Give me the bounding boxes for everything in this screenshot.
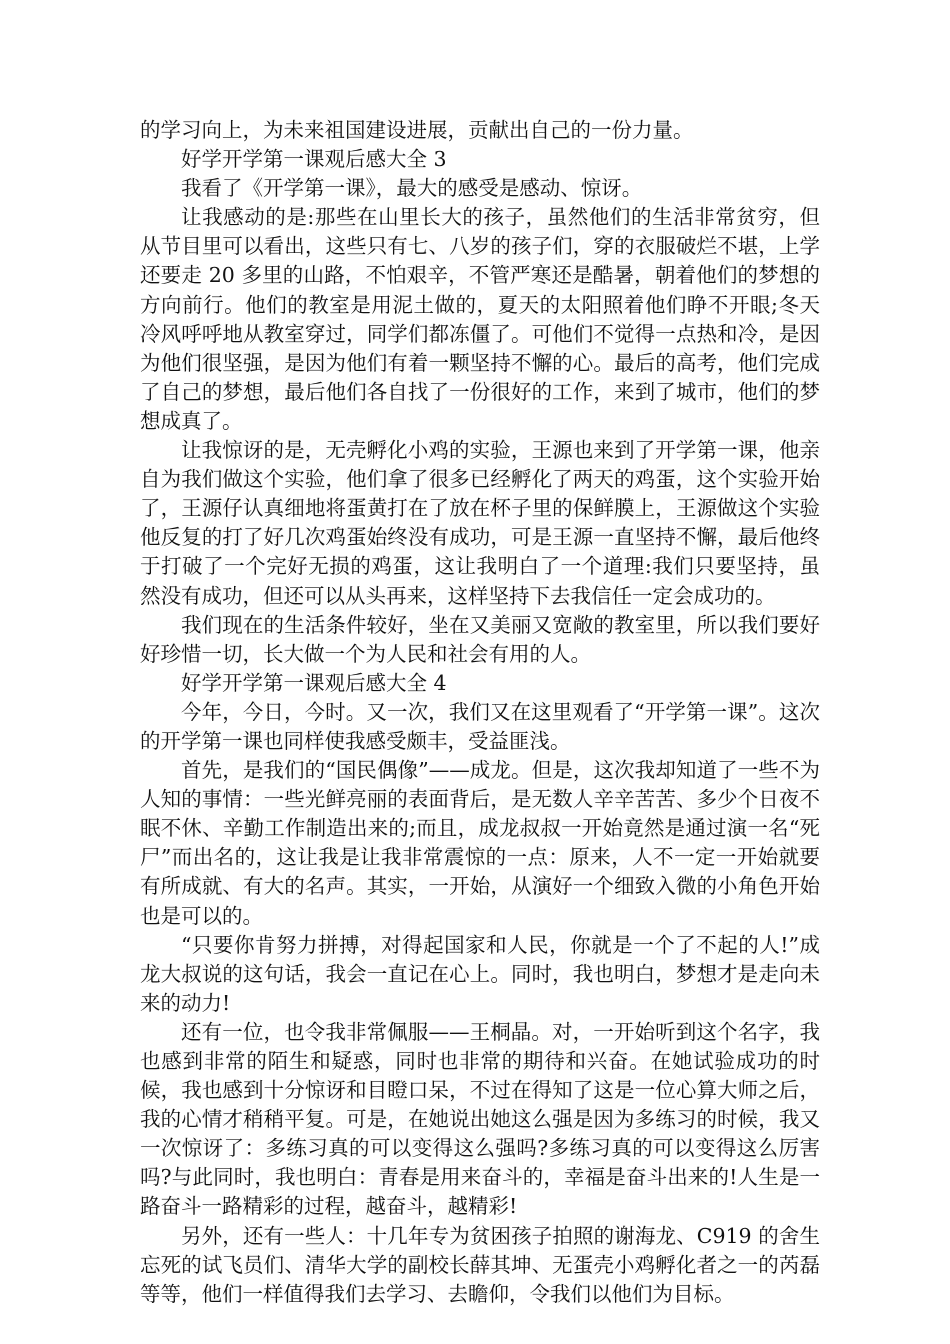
paragraph: 我看了《开学第一课》，最大的感受是感动、惊讶。 bbox=[181, 176, 643, 201]
paragraph: 我们现在的生活条件较好，坐在又美丽又宽敞的教室里，所以我们要好好珍惜一切，长大做一个为人民和社会有用的人。 bbox=[140, 612, 820, 666]
section-heading-3: 好学开学第一课观后感大全 3 bbox=[181, 147, 447, 172]
paragraph-continuation: 的学习向上，为未来祖国建设进展，贡献出自己的一份力量。 bbox=[140, 118, 694, 142]
paragraph: 另外，还有一些人：十几年专为贫困孩子拍照的谢海龙、C919 的舍生忘死的试飞员们、清华大学的副校长薛其坤、无蛋壳小鸡孵化者之一的芮磊等等，他们一样值得我们去学习、去瞻仰，令我们以他们为目标。 bbox=[140, 1223, 820, 1306]
paragraph: 还有一位，也令我非常佩服——王桐晶。对，一开始听到这个名字，我也感到非常的陌生和疑惑，同时也非常的期待和兴奋。在她试验成功的时候，我也感到十分惊讶和目瞪口呆，不过在得知了这是一位心算大师之后，我的心情才稍稍平复。可是，在她说出她这么强是因为多练习的时候，我又一次惊讶了：多练习真的可以变得这么强吗?多练习真的可以变得这么厉害吗?与此同时，我也明白：青春是用来奋斗的，幸福是奋斗出来的!人生是一路奋斗一路精彩的过程，越奋斗，越精彩! bbox=[140, 1019, 820, 1219]
paragraph: “只要你肯努力拼搏，对得起国家和人民，你就是一个了不起的人!”成龙大叔说的这句话，我会一直记在心上。同时，我也明白，梦想才是走向未来的动力! bbox=[140, 932, 820, 1015]
paragraph: 首先，是我们的“国民偶像”——成龙。但是，这次我却知道了一些不为人知的事情：一些光鲜亮丽的表面背后，是无数人辛辛苦苦、多少个日夜不眠不休、辛勤工作制造出来的;而且，成龙叔叔一开始竟然是通过演一名“死尸”而出名的，这让我是让我非常震惊的一点：原来，人不一定一开始就要有所成就、有大的名声。其实，一开始，从演好一个细致入微的小角色开始也是可以的。 bbox=[140, 758, 820, 928]
paragraph: 让我惊讶的是，无壳孵化小鸡的实验，王源也来到了开学第一课，他亲自为我们做这个实验，他们拿了很多已经孵化了两天的鸡蛋，这个实验开始了，王源仔认真细地将蛋黄打在了放在杯子里的保鲜膜上，王源做这个实验他反复的打了好几次鸡蛋始终没有成功，可是王源一直坚持不懈，最后他终于打破了一个完好无损的鸡蛋，这让我明白了一个道理:我们只要坚持，虽然没有成功，但还可以从头再来，这样坚持下去我信任一定会成功的。 bbox=[140, 438, 820, 608]
section-heading-4: 好学开学第一课观后感大全 4 bbox=[181, 670, 447, 695]
paragraph: 今年，今日，今时。又一次，我们又在这里观看了“开学第一课”。这次的开学第一课也同样使我感受颇丰，受益匪浅。 bbox=[140, 699, 820, 753]
document-body bbox=[140, 116, 820, 1309]
paragraph: 让我感动的是:那些在山里长大的孩子，虽然他们的生活非常贫穷，但从节目里可以看出，这些只有七、八岁的孩子们，穿的衣服破烂不堪，上学还要走 20 多里的山路，不怕艰辛，不管严寒还是酷暑，朝着他们的梦想的方向前行。他们的教室是用泥土做的，夏天的太阳照着他们睁不开眼;冬天冷风呼呼地从教室穿过，同学们都冻僵了。可他们不觉得一点热和冷，是因为他们很坚强，是因为他们有着一颗坚持不懈的心。最后的高考，他们完成了自己的梦想，最后他们各自找了一份很好的工作，来到了城市，他们的梦想成真了。 bbox=[140, 205, 820, 433]
